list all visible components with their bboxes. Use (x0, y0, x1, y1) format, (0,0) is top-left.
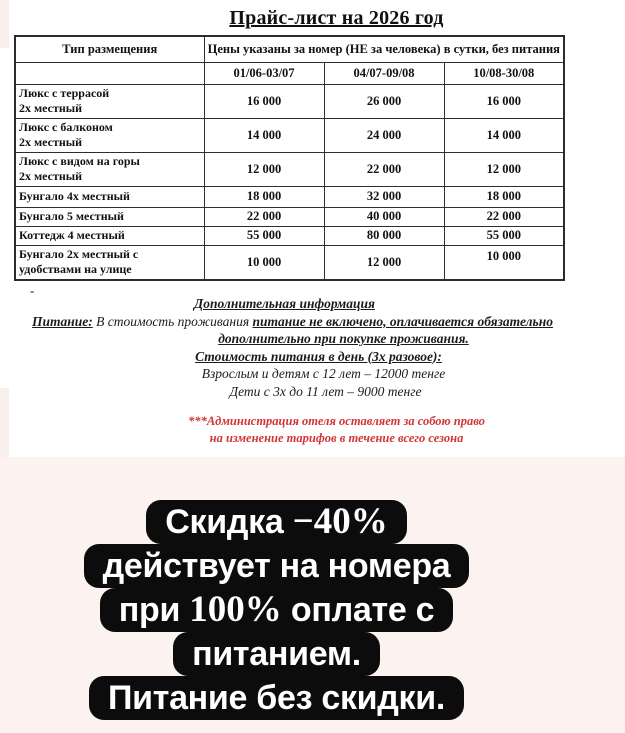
room-name-line: Бунгало 2х местный с (19, 246, 139, 261)
table-row (15, 84, 564, 118)
price-cell: 32 000 (324, 186, 444, 207)
meal-cost-adult: Взрослым и детям с 12 лет – 12000 тенге (201, 366, 446, 381)
price-cell: 24 000 (324, 118, 444, 152)
price-cell: 55 000 (444, 226, 564, 245)
meals-intro: В стоимость проживания (92, 313, 253, 329)
date-column-3: 10/08-30/08 (444, 62, 564, 84)
price-cell: 16 000 (444, 84, 564, 118)
room-type-cell: Бунгало 5 местный (15, 207, 204, 226)
banner-text: оплате с (281, 591, 435, 629)
admin-warning-note (24, 413, 625, 446)
table-row (15, 118, 564, 152)
table-row (15, 245, 564, 280)
room-name-line: удобствами на улице (19, 262, 132, 276)
room-name-line: 2х местный (19, 169, 83, 183)
meals-label: Питание: (32, 313, 93, 329)
price-cell: 16 000 (204, 84, 324, 118)
banner-line-payment (100, 588, 453, 632)
price-cell: 12 000 (324, 245, 444, 280)
room-name-line: Люкс с балконом (19, 119, 113, 134)
table-row (15, 207, 564, 226)
table-row (15, 186, 564, 207)
price-cell: 18 000 (444, 186, 564, 207)
price-cell: 40 000 (324, 207, 444, 226)
warning-line-2: на изменение тарифов в течение всего сезона (209, 430, 464, 445)
meals-bold-part: питание не включено, оплачивается обязательно (252, 313, 553, 329)
room-name-line: Люкс с террасой (19, 85, 110, 100)
table-row (15, 152, 564, 186)
room-type-cell: Бунгало 4х местный (15, 186, 204, 207)
banner-text: при (118, 591, 190, 629)
banner-text: Скидка (165, 503, 293, 541)
price-cell: 12 000 (204, 152, 324, 186)
meals-line-2: дополнительно при покупке проживания. (218, 331, 469, 346)
room-name-line: 2х местный (19, 101, 83, 115)
column-header-prices: Цены указаны за номер (НЕ за человека) в сутки, без питания (204, 36, 564, 62)
table-row (15, 226, 564, 245)
empty-header-cell (15, 62, 204, 84)
room-type-cell (15, 118, 204, 152)
left-margin-strip-top (0, 0, 9, 48)
meal-cost-child: Дети с 3х до 11 лет – 9000 тенге (229, 383, 422, 399)
date-column-1: 01/06-03/07 (204, 62, 324, 84)
price-cell: 22 000 (204, 207, 324, 226)
stray-dash-mark: - (30, 283, 35, 298)
warning-line-1: ***Администрация отеля оставляет за собою право (188, 414, 485, 428)
banner-payment-value: 100% (189, 589, 282, 630)
banner-line-applies: действует на номера (84, 544, 470, 588)
price-cell: 22 000 (444, 207, 564, 226)
price-cell: 10 000 (444, 245, 564, 280)
banner-line-meals: питанием. (173, 632, 380, 676)
price-cell: 14 000 (444, 118, 564, 152)
room-name-line: 2х местный (19, 135, 83, 149)
table-header-row (15, 36, 564, 62)
price-table (14, 35, 565, 281)
banner-line-no-discount: Питание без скидки. (89, 676, 464, 720)
meals-line-1 (0, 313, 605, 331)
banner-discount-value: −40% (292, 501, 388, 542)
info-heading: Дополнительная информация (194, 296, 375, 311)
discount-banner (0, 500, 589, 720)
price-cell: 80 000 (324, 226, 444, 245)
room-type-cell (15, 152, 204, 186)
page-title: Прайс-лист на 2026 год (229, 7, 444, 29)
price-cell: 14 000 (204, 118, 324, 152)
room-type-cell (15, 84, 204, 118)
price-cell: 55 000 (204, 226, 324, 245)
table-dates-row (15, 62, 564, 84)
price-cell: 26 000 (324, 84, 444, 118)
meal-cost-heading: Стоимость питания в день (3х разовое): (195, 348, 442, 364)
price-cell: 10 000 (204, 245, 324, 280)
room-type-cell: Коттедж 4 местный (15, 226, 204, 245)
column-header-room-type: Тип размещения (15, 36, 204, 62)
room-type-cell (15, 245, 204, 280)
price-cell: 18 000 (204, 186, 324, 207)
price-cell: 12 000 (444, 152, 564, 186)
date-column-2: 04/07-09/08 (324, 62, 444, 84)
additional-info-section (0, 295, 625, 400)
price-cell: 22 000 (324, 152, 444, 186)
banner-line-discount (146, 500, 406, 544)
room-name-line: Люкс с видом на горы (19, 153, 140, 168)
